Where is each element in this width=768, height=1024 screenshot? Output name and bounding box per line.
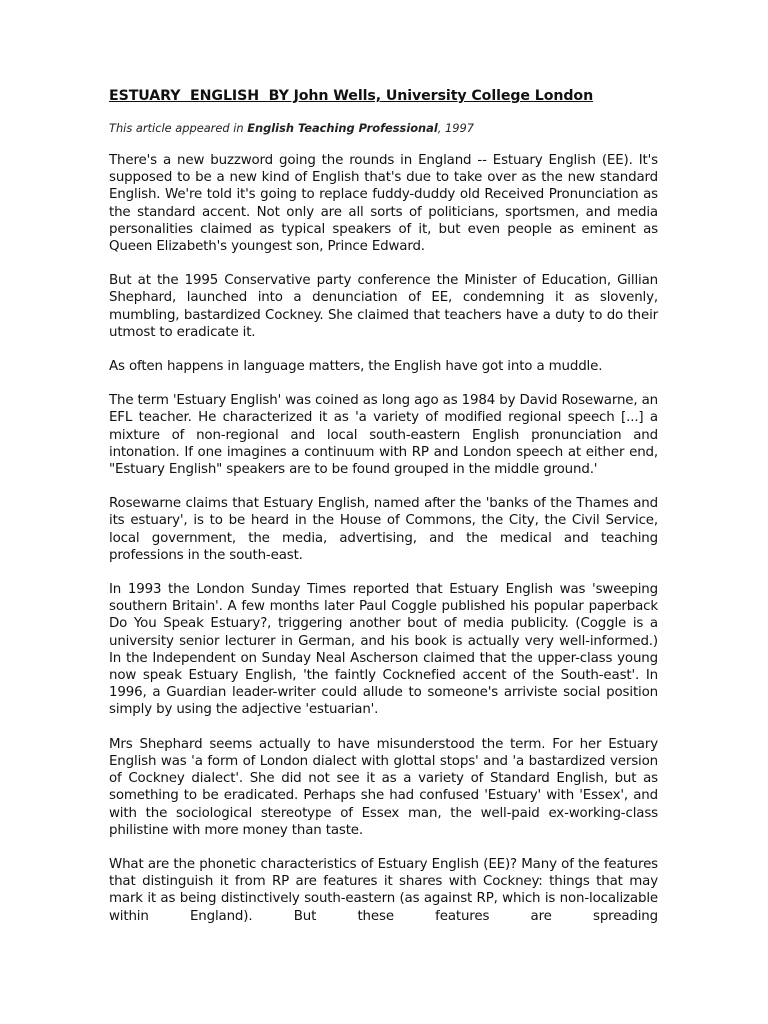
- paragraph: But at the 1995 Conservative party conference the Minister of Education, Gillian Shephard, launched into a denunciation of EE, condemning it as slovenly, mumbling, bastardized Cockney. She claimed that teachers have a duty to do their utmost to eradicate it.: [109, 273, 658, 340]
- paragraph: The term 'Estuary English' was coined as long ago as 1984 by David Rosewarne, an EFL teacher. He characterized it as 'a variety of modified regional speech [...] a mixture of non-regional and local south-eastern English pronunciation and intonation. If one imagines a continuum with RP and London speech at either end, "Estuary English" speakers are to be found grouped in the middle ground.': [109, 393, 658, 478]
- paragraph: What are the phonetic characteristics of Estuary English (EE)? Many of the features that distinguish it from RP are features it shares with Cockney: things that may mark it as being distinctively south-eastern (as against RP, which is non-localizable within England). But these features are spreading: [109, 856, 658, 924]
- paragraph: Rosewarne claims that Estuary English, named after the 'banks of the Thames and its estuary', is to be heard in the House of Commons, the City, the Civil Service, local government, the media, advertising, and the medical and teaching professions in the south-east.: [109, 496, 658, 563]
- document-title: ESTUARY ENGLISH BY John Wells, University College London: [109, 88, 594, 104]
- document-page: [109, 86, 658, 942]
- paragraph: As often happens in language matters, the English have got into a muddle.: [109, 359, 603, 375]
- publication-note-prefix: This article appeared in: [109, 121, 248, 135]
- publication-name: English Teaching Professional: [247, 121, 438, 135]
- publication-note-suffix: , 1997: [437, 121, 474, 135]
- paragraph: In 1993 the London Sunday Times reported that Estuary English was 'sweeping southern Britain'. A few months later Paul Coggle published his popular paperback Do You Speak Estuary?, triggering another bout of media publicity. (Coggle is a university senior lecturer in German, and his book is actually very well-informed.) In the Independent on Sunday Neal Ascherson claimed that the upper-class young now speak Estuary English, 'the faintly Cocknefied accent of the South-east'. In 1996, a Guardian leader-writer could allude to someone's arriviste social position simply by using the adjective 'estuarian'.: [109, 582, 658, 718]
- publication-note: [109, 120, 658, 136]
- paragraph: Mrs Shephard seems actually to have misunderstood the term. For her Estuary English was 'a form of London dialect with glottal stops' and 'a bastardized version of Cockney dialect'. She did not see it as a variety of Standard English, but as something to be eradicated. Perhaps she had confused 'Estuary' with 'Essex', and with the sociological stereotype of Essex man, the well-paid ex-working-class philistine with more money than taste.: [109, 736, 658, 838]
- paragraph: There's a new buzzword going the rounds in England -- Estuary English (EE). It's supposed to be a new kind of English that's due to take over as the new standard English. We're told it's going to replace fuddy-duddy old Received Pronunciation as the standard accent. Not only are all sorts of politicians, sportsmen, and media personalities claimed as typical speakers of it, but even people as eminent as Queen Elizabeth's youngest son, Prince Edward.: [109, 153, 658, 255]
